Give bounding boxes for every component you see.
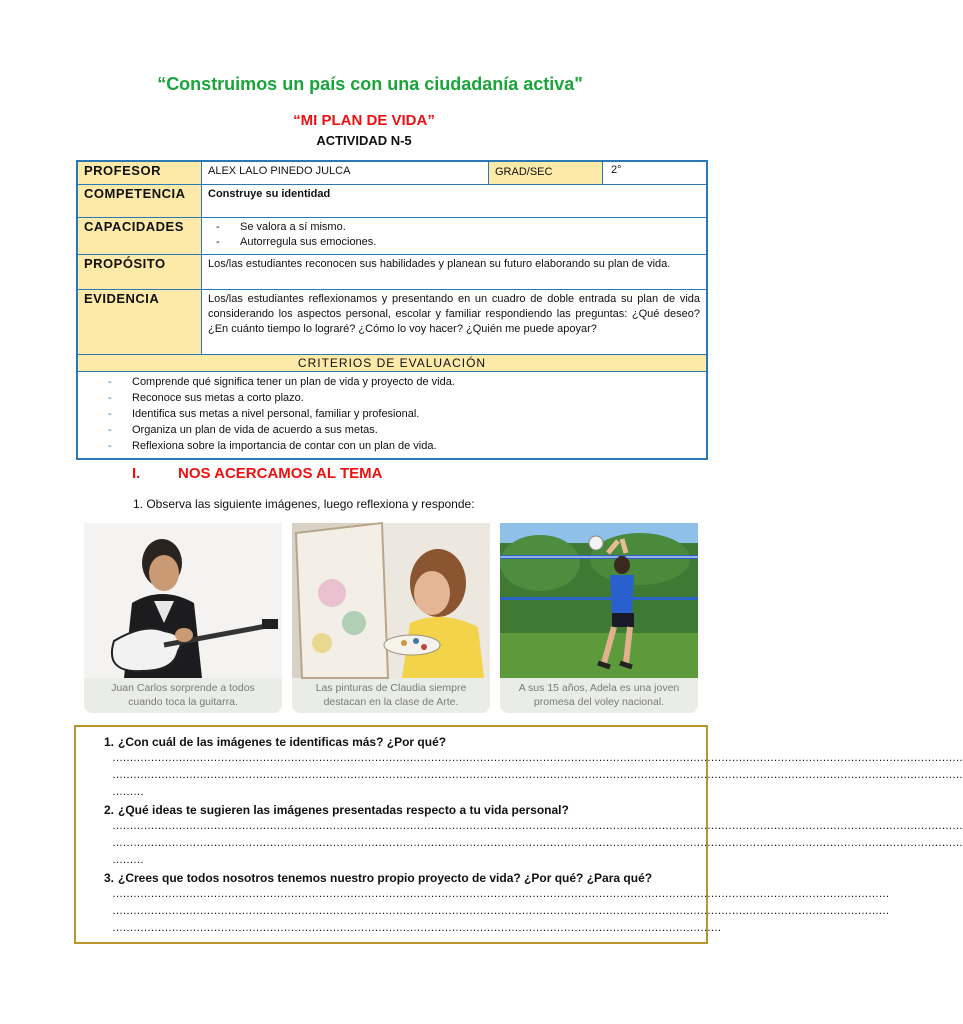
caption-line: cuando toca la guitarra. (128, 696, 238, 708)
list-item: - Se valora a sí mismo. (208, 220, 700, 235)
answer-line[interactable]: …………………………………………………………………………………………………………………………………………………………………………………………………… (112, 905, 889, 917)
proposito-label: PROPÓSITO (78, 255, 202, 289)
capacidades-label: CAPACIDADES (78, 218, 202, 254)
answer-line[interactable]: ……………………………………………………………………………………………………………………………………………………………………………………………………………………… (112, 752, 963, 764)
section-heading (132, 465, 382, 482)
plan-title: “MI PLAN DE VIDA” (293, 112, 435, 129)
answer-line[interactable]: ………………………………………………………………………………………………………………………………………………………… (112, 922, 721, 934)
guitarist-photo (84, 523, 282, 678)
competencia-value: Construye su identidad (208, 188, 331, 200)
evidencia-row (78, 290, 706, 355)
photo-caption (500, 681, 698, 709)
profesor-value: ALEX LALO PINEDO JULCA (202, 162, 489, 184)
list-item: - Autorregula sus emociones. (208, 235, 700, 250)
question-text: ¿Qué ideas te sugieren las imágenes presentadas respecto a tu vida personal? (118, 803, 569, 817)
painter-photo (292, 523, 490, 678)
volleyball-photo-card (500, 523, 698, 713)
profesor-row (78, 162, 706, 185)
section-title: NOS ACERCAMOS AL TEMA (178, 465, 383, 482)
capacidades-value (202, 218, 706, 254)
question-2 (90, 803, 700, 818)
answer-line[interactable]: ……………………………………………………………………………………………………………………………………………………………………………………………………………………… (112, 769, 963, 781)
capacidades-list (208, 220, 700, 250)
criterios-list (78, 372, 706, 458)
question-number: 3. (103, 871, 114, 885)
guitarist-photo-card (84, 523, 282, 713)
answer-line[interactable]: ……………………………………………………………………………………………………………………………………………………………………………………………………………………… (112, 837, 963, 849)
photo-caption (292, 681, 490, 709)
list-item: - Reconoce sus metas a corto plazo. (78, 390, 706, 406)
activity-title: ACTIVIDAD N-5 (316, 133, 412, 148)
competencia-row (78, 185, 706, 218)
criterios-section (78, 355, 706, 458)
question-text: ¿Crees que todos nosotros tenemos nuestro propio proyecto de vida? ¿Por qué? ¿Para qué? (118, 871, 653, 885)
question-1 (90, 735, 700, 750)
answer-line[interactable]: ……… (112, 786, 144, 798)
answer-line[interactable]: ……… (112, 854, 144, 866)
gradsec-value: 2° (611, 164, 622, 176)
competencia-label: COMPETENCIA (78, 185, 202, 217)
question-text: ¿Con cuál de las imágenes te identificas más? ¿Por qué? (118, 735, 447, 749)
list-item: - Comprende qué significa tener un plan de vida y proyecto de vida. (78, 374, 706, 390)
info-table (76, 160, 708, 460)
caption-line: A sus 15 años, Adela es una joven (518, 682, 680, 694)
question-number: 1. (103, 735, 114, 749)
evidencia-value: Los/las estudiantes reflexionamos y presentando en un cuadro de doble entrada su plan de vida considerando los aspectos personal, escolar y familiar respondiendo las preguntas: ¿Qué deseo? ¿En cuánto tiempo lo lograré? ¿Cómo lo voy hacer? ¿Quién me puede apoyar? (208, 293, 700, 335)
caption-line: Las pinturas de Claudia siempre (315, 682, 467, 694)
photo-caption (84, 681, 282, 709)
proposito-value: Los/las estudiantes reconocen sus habilidades y planean su futuro elaborando su plan de vida. (208, 258, 671, 270)
painter-photo-card (292, 523, 490, 713)
answer-line[interactable]: ……………………………………………………………………………………………………………………………………………………………………………………………………………………… (112, 820, 963, 832)
volleyball-photo (500, 523, 698, 678)
answer-line[interactable]: …………………………………………………………………………………………………………………………………………………………………………………………………… (112, 888, 889, 900)
question-3 (90, 871, 700, 886)
criterios-title: CRITERIOS DE EVALUACIÓN (78, 355, 706, 372)
gradsec-label: GRAD/SEC (489, 162, 603, 184)
caption-line: Juan Carlos sorprende a todos (111, 682, 255, 694)
section-number: I. (132, 465, 141, 482)
list-item: - Organiza un plan de vida de acuerdo a sus metas. (78, 422, 706, 438)
list-item: - Reflexiona sobre la importancia de contar con un plan de vida. (78, 438, 706, 454)
evidencia-label: EVIDENCIA (78, 290, 202, 354)
proposito-row (78, 255, 706, 290)
capacidades-row (78, 218, 706, 255)
list-item: - Identifica sus metas a nivel personal, familiar y profesional. (78, 406, 706, 422)
question-number: 2. (103, 803, 114, 817)
caption-line: destacan en la clase de Arte. (323, 696, 459, 708)
profesor-label: PROFESOR (78, 162, 202, 184)
slogan-title: “Construimos un país con una ciudadanía activa" (157, 74, 583, 94)
caption-line: promesa del voley nacional. (533, 696, 665, 708)
questions-box (74, 725, 963, 944)
instruction-text: 1. Observa las siguiente imágenes, luego reflexiona y responde: (133, 497, 475, 511)
